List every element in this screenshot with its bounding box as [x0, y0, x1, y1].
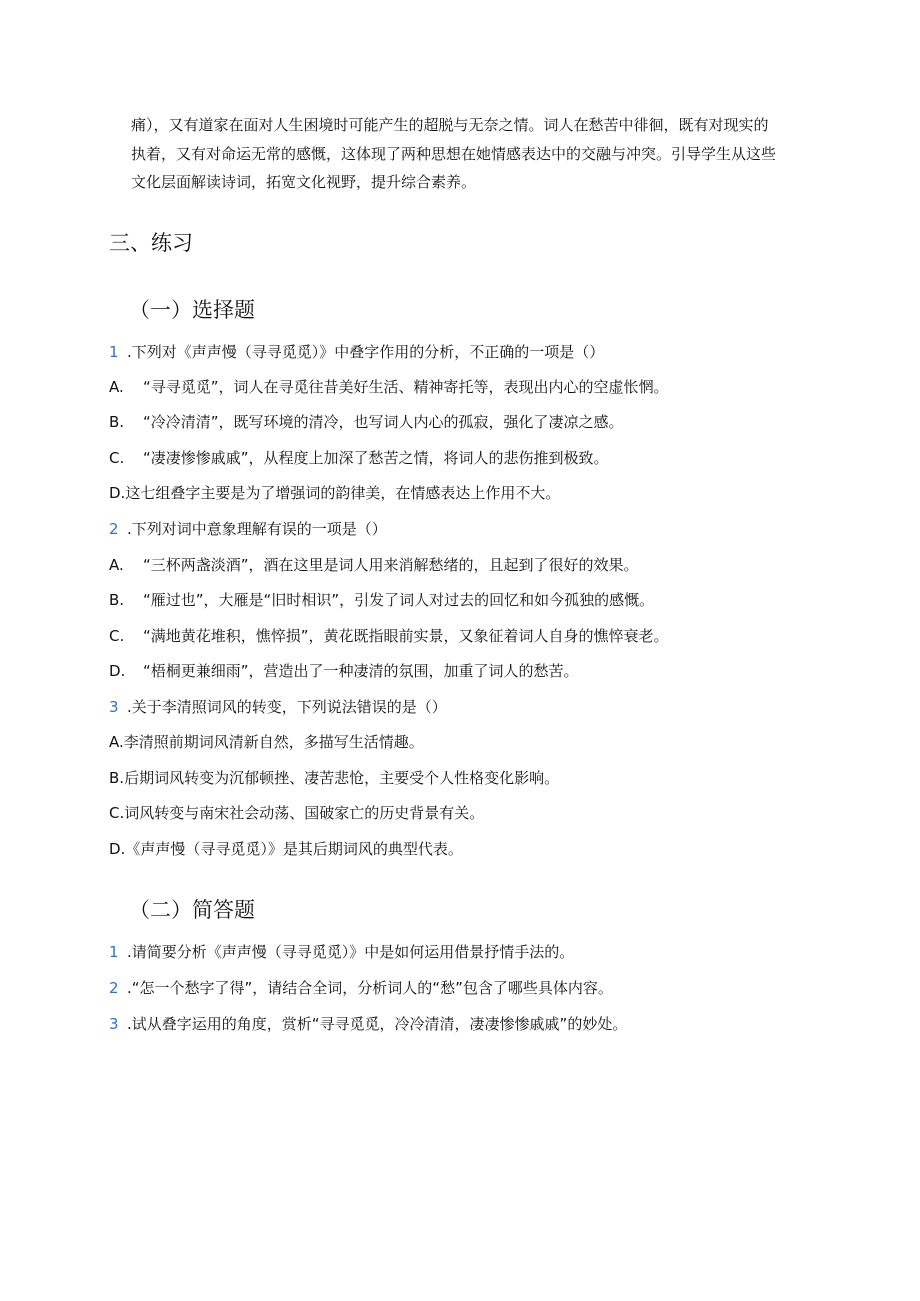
choice-1-option-c: [109, 447, 609, 469]
option-text: “冷冷清清”，既写环境的清冷，也写词人内心的孤寂，强化了凄凉之感。: [143, 413, 624, 431]
option-text: 这七组叠字主要是为了增强词的韵律美，在情感表达上作用不大。: [125, 484, 561, 502]
question-text: .关于李清照词风的转变，下列说法错误的是（）: [127, 698, 447, 716]
option-label: D.: [109, 484, 126, 502]
choice-question-2: [109, 518, 387, 540]
intro-line-2: 执着，又有对命运无常的感慨，这体现了两种思想在她情感表达中的交融与冲突。引导学生从这些: [131, 145, 777, 163]
option-text: 后期词风转变为沉郁顿挫、凄苦悲怆，主要受个人性格变化影响。: [124, 769, 560, 787]
option-label: D.: [109, 662, 126, 680]
short-question-2: [109, 977, 613, 999]
choice-2-option-a: [109, 554, 639, 576]
option-text: 词风转变与南宋社会动荡、国破家亡的历史背景有关。: [124, 804, 485, 822]
question-text: .试从叠字运用的角度，赏析“寻寻觅觅，冷冷清清，凄凄惨惨戚戚”的妙处。: [127, 1015, 628, 1033]
question-text: .“怎一个愁字了得”，请结合全词，分析词人的“愁”包含了哪些具体内容。: [127, 979, 613, 997]
option-text: “凄凄惨惨戚戚”，从程度上加深了愁苦之情，将词人的悲伤推到极致。: [143, 449, 609, 467]
option-text: 《声声慢（寻寻觅觅）》是其后期词风的典型代表。: [125, 840, 463, 858]
question-number: 2: [109, 520, 119, 538]
option-label: B.: [109, 769, 125, 787]
question-number: 2: [109, 979, 119, 997]
choice-1-option-a: [109, 376, 669, 398]
question-text: .请简要分析《声声慢（寻寻觅觅）》中是如何运用借景抒情手法的。: [127, 943, 575, 961]
question-number: 3: [109, 698, 119, 716]
choice-3-option-c: [109, 802, 484, 824]
option-label: C.: [109, 804, 125, 822]
option-label: A.: [109, 556, 124, 574]
short-question-1: [109, 941, 574, 963]
option-text: 李清照前期词风清新自然，多描写生活情趣。: [123, 733, 424, 751]
option-text: “雁过也”，大雁是“旧时相识”，引发了词人对过去的回忆和如今孤独的感慨。: [143, 591, 655, 609]
choice-1-option-b: [109, 411, 624, 433]
option-label: B.: [109, 591, 125, 609]
option-label: D.: [109, 840, 126, 858]
choice-question-1: [109, 341, 604, 363]
option-label: A.: [109, 733, 124, 751]
option-text: “三杯两盏淡酒”，酒在这里是词人用来消解愁绪的，且起到了很好的效果。: [143, 556, 639, 574]
short-section-title: （二）简答题: [129, 898, 255, 922]
section-title: 三、练习: [109, 231, 193, 255]
intro-line-3: 文化层面解读诗词，拓宽文化视野，提升综合素养。: [131, 173, 477, 191]
choice-section-title: （一）选择题: [129, 298, 255, 322]
choice-2-option-d: [109, 660, 579, 682]
question-number: 1: [109, 343, 119, 361]
choice-3-option-a: [109, 731, 424, 753]
choice-3-option-b: [109, 767, 559, 789]
option-label: C.: [109, 627, 125, 645]
option-label: A.: [109, 378, 124, 396]
question-number: 1: [109, 943, 119, 961]
choice-2-option-b: [109, 589, 654, 611]
option-label: C.: [109, 449, 125, 467]
question-text: .下列对词中意象理解有误的一项是（）: [127, 520, 387, 538]
choice-1-option-d: [109, 482, 560, 504]
option-label: B.: [109, 413, 125, 431]
option-text: “梧桐更兼细雨”，营造出了一种凄清的氛围，加重了词人的愁苦。: [143, 662, 579, 680]
option-text: “满地黄花堆积，憔悴损”，黄花既指眼前实景，又象征着词人自身的憔悴衰老。: [143, 627, 669, 645]
short-question-3: [109, 1013, 627, 1035]
option-text: “寻寻觅觅”，词人在寻觅往昔美好生活、精神寄托等，表现出内心的空虚怅惘。: [143, 378, 669, 396]
choice-2-option-c: [109, 625, 669, 647]
choice-3-option-d: [109, 838, 463, 860]
choice-question-3: [109, 696, 447, 718]
question-number: 3: [109, 1015, 119, 1033]
intro-line-1: 痛），又有道家在面对人生困境时可能产生的超脱与无奈之情。词人在愁苦中徘徊，既有对现实的: [131, 116, 769, 134]
question-text: .下列对《声声慢（寻寻觅觅）》中叠字作用的分析，不正确的一项是（）: [127, 343, 605, 361]
